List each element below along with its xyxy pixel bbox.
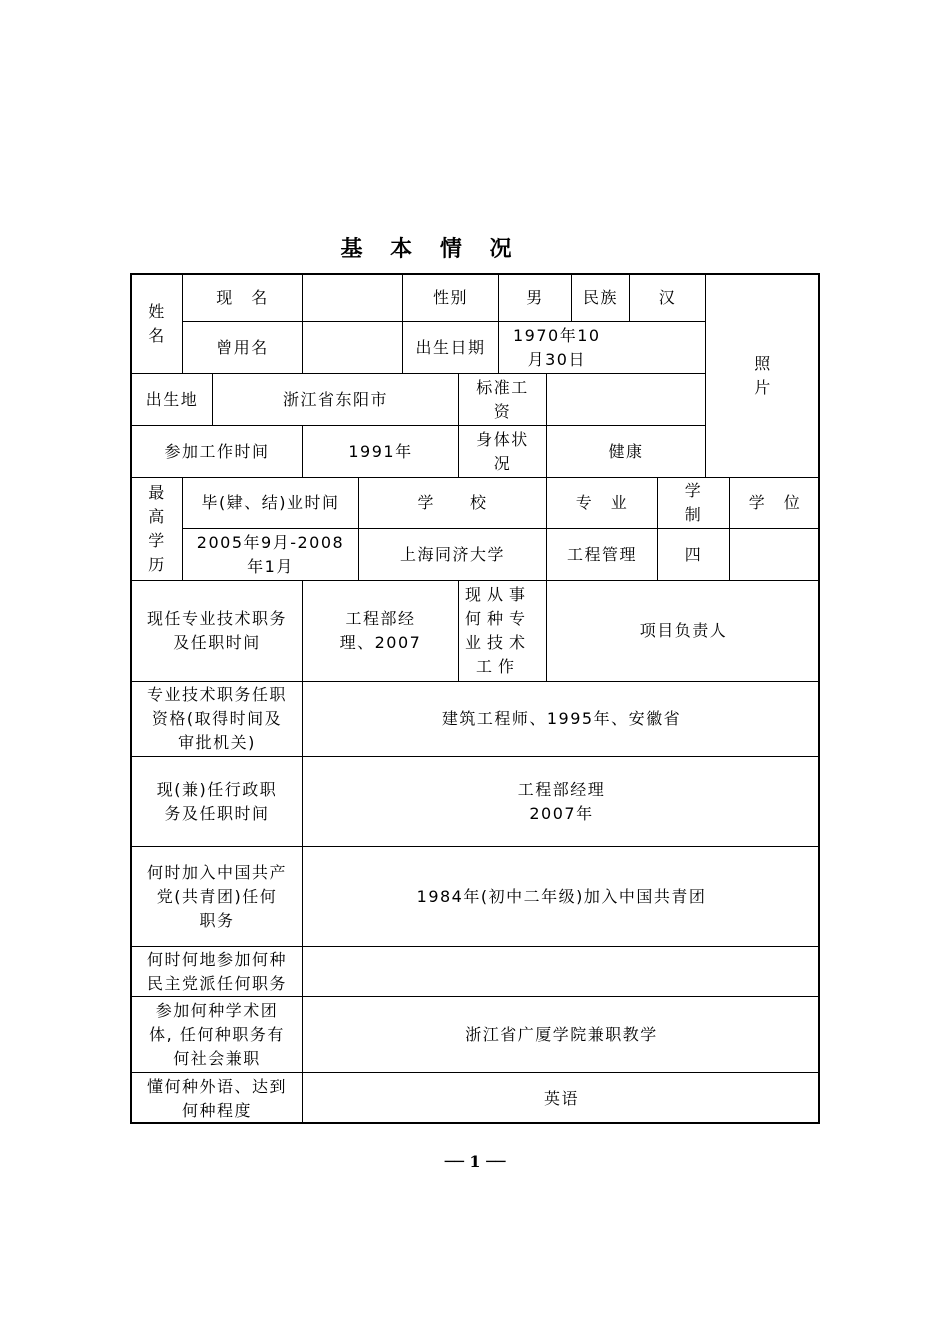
gender-label: 性别: [403, 275, 499, 322]
health-value[interactable]: 健康: [547, 426, 706, 478]
party-value[interactable]: 1984年(初中二年级)加入中国共青团: [303, 847, 820, 947]
school-value[interactable]: 上海同济大学: [359, 529, 547, 581]
photo-box: 照 片: [706, 275, 820, 478]
grad-time-value[interactable]: 2005年9月-2008 年1月: [183, 529, 359, 581]
language-label: 懂何种外语、达到 何种程度: [132, 1073, 303, 1124]
language-value[interactable]: 英语: [543, 1088, 579, 1108]
ethnicity-label: 民族: [572, 275, 630, 322]
education-label: 最 高 学 历: [132, 478, 183, 581]
current-title-label: 现任专业技术职务 及任职时间: [132, 581, 303, 682]
current-name-value[interactable]: [303, 275, 403, 322]
birth-date-value[interactable]: 1970年10 月30日: [499, 322, 706, 374]
gender-value[interactable]: 男: [499, 275, 572, 322]
degree-label: 学 位: [730, 478, 820, 529]
work-start-label: 参加工作时间: [132, 426, 303, 478]
current-work-value[interactable]: 项目负责人: [547, 581, 820, 682]
qualification-label: 专业技术职务任职 资格(取得时间及 审批机关): [132, 682, 303, 757]
current-title-value[interactable]: 工程部经 理、2007: [303, 581, 459, 682]
birthplace-label: 出生地: [132, 374, 213, 426]
party-label: 何时加入中国共产 党(共青团)任何 职务: [132, 847, 303, 947]
former-name-value[interactable]: [303, 322, 403, 374]
academic-label: 参加何种学术团 体, 任何种职务有 何社会兼职: [132, 997, 303, 1073]
current-name-label: 现 名: [183, 275, 303, 322]
duration-value[interactable]: 四: [658, 529, 730, 581]
duration-label: 学 制: [658, 478, 730, 529]
page-number: ── 1 ──: [444, 1152, 506, 1171]
admin-post-value[interactable]: 工程部经理 2007年: [303, 757, 820, 847]
major-value[interactable]: 工程管理: [547, 529, 658, 581]
grad-time-label: 毕(肄、结)业时间: [183, 478, 359, 529]
former-name-label: 曾用名: [183, 322, 303, 374]
admin-post-label: 现(兼)任行政职 务及任职时间: [132, 757, 303, 847]
standard-salary-label: 标准工 资: [459, 374, 547, 426]
school-label: 学 校: [359, 478, 547, 529]
qualification-value[interactable]: 建筑工程师、1995年、安徽省: [303, 682, 820, 757]
ethnicity-value[interactable]: 汉: [630, 275, 706, 322]
democratic-party-value[interactable]: [303, 947, 820, 997]
academic-value[interactable]: 浙江省广厦学院兼职教学: [303, 997, 820, 1073]
health-label: 身体状 况: [459, 426, 547, 478]
name-label: 姓 名: [132, 275, 183, 374]
birthplace-value[interactable]: 浙江省东阳市: [213, 374, 459, 426]
democratic-party-label: 何时何地参加何种 民主党派任何职务: [132, 947, 303, 997]
current-work-label: 现从事 何种专 业技术 工作: [459, 581, 547, 682]
birth-date-label: 出生日期: [403, 322, 499, 374]
work-start-value[interactable]: 1991年: [303, 426, 459, 478]
basic-info-form: [130, 273, 820, 1124]
degree-value[interactable]: [730, 529, 820, 581]
standard-salary-value[interactable]: [547, 374, 706, 426]
form-title: 基 本 情 况: [340, 236, 522, 262]
major-label: 专 业: [547, 478, 658, 529]
